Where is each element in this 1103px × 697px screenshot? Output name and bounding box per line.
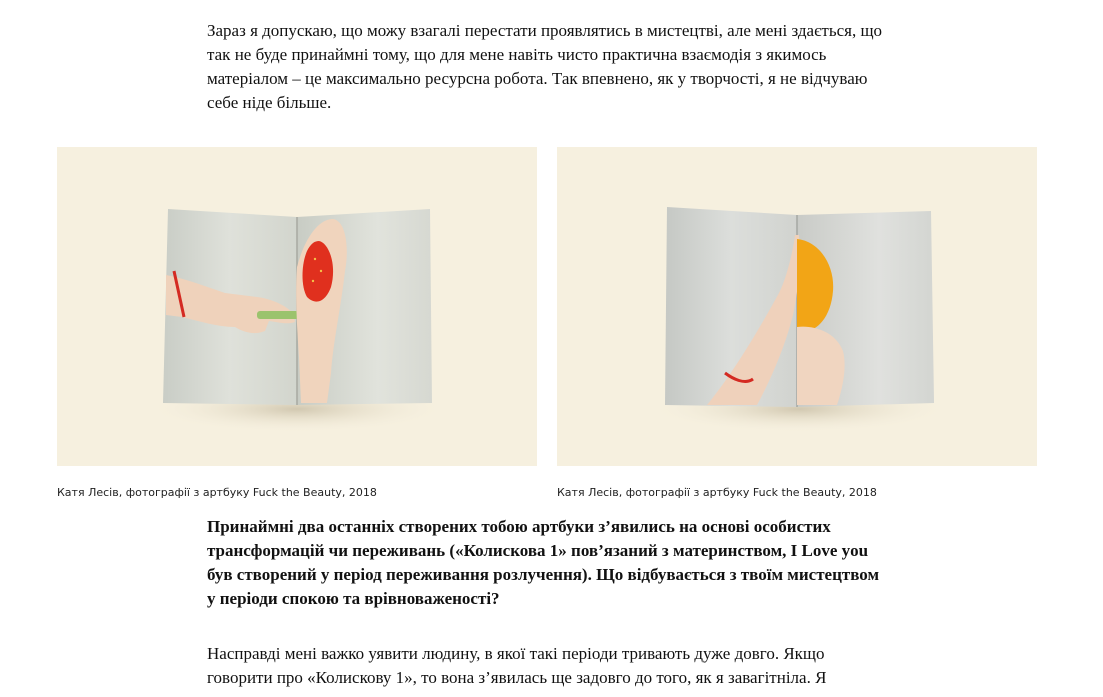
artbook-photo-strawberry xyxy=(57,147,537,466)
figure-caption-right: Катя Лесів, фотографії з артбуку Fuck the Beauty, 2018 xyxy=(557,486,877,499)
intro-paragraph: Зараз я допускаю, що можу взагалі перестати проявлятись в мистецтві, але мені здається, що так не буде принаймні тому, що для мене навіть чисто практична взаємодія з якимось матеріалом – це максимально ресурсна робота. Так впевнено, як у творчості, я не відчуваю себе ніде більше. xyxy=(207,21,883,112)
artbook-photo-orange xyxy=(557,147,1037,466)
figure-artbook-orange xyxy=(557,147,1037,466)
interview-answer: Насправді мені важко уявити людину, в якої такі періоди тривають дуже довго. Якщо говорити про «Колискову 1», то вона з’явилась ще задовго до того, як я завагітніла. Я xyxy=(207,644,827,687)
figure-artbook-strawberry xyxy=(57,147,537,466)
figure-caption-left: Катя Лесів, фотографії з артбуку Fuck the Beauty, 2018 xyxy=(57,486,377,499)
interview-question: Принаймні два останніх створених тобою артбуки з’явились на основі особистих трансформацій чи переживань («Колискова 1» пов’язаний з материнством, I Love you був створений у період переживання розлучення). Що відбувається з твоїм мистецтвом у періоди спокою та врівноваженості? xyxy=(207,517,880,608)
